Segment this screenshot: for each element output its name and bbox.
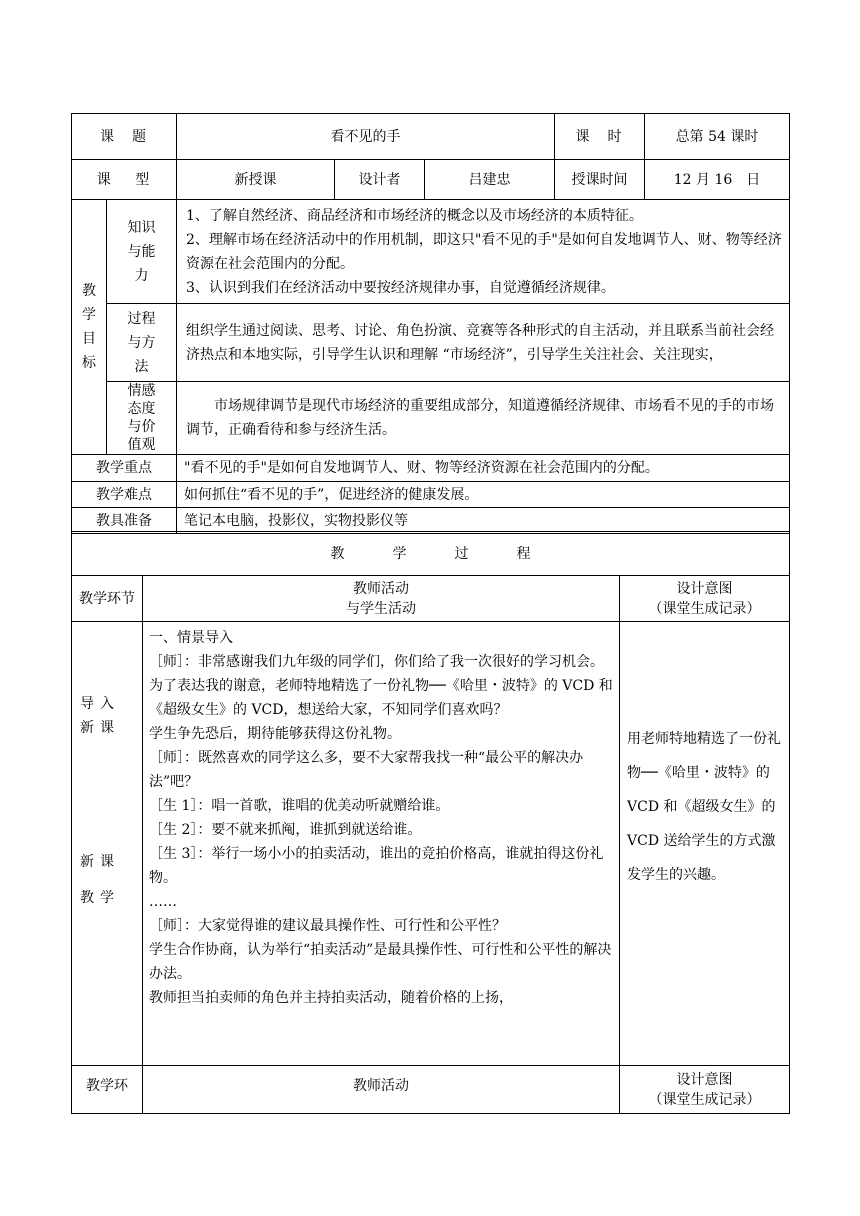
objective-label-emotion-text: 情感态度与价值观 [127, 383, 156, 453]
activity-line-5: ［生 1］：唱一首歌，谁唱的优美动听就赠给谁。 [149, 798, 450, 814]
objective-label-knowledge [107, 200, 177, 304]
process-title-char-4: 程 [516, 545, 531, 562]
period-value: 总第 54 课时 [645, 114, 790, 160]
teaching-process-table [71, 531, 790, 1114]
activity-line-8: …… [149, 894, 177, 910]
type-label: 课 型 [72, 160, 177, 200]
date-value: 12 月 16 日 [645, 160, 790, 200]
objectives-group-text: 教学目标 [82, 283, 96, 371]
activity-line-11: 教师担当拍卖师的角色并主持拍卖活动，随着价格的上扬， [149, 990, 513, 1006]
tools-label: 教具准备 [72, 508, 177, 534]
col-activity-header [143, 576, 620, 622]
designer-label: 设计者 [335, 160, 425, 200]
footer-design-line-1: 设计意图 [676, 1071, 733, 1088]
process-title-char-3: 过 [454, 545, 469, 562]
focus-value: "看不见的手"是如何自发地调节人、财、物等经济资源在社会范围内的分配。 [177, 455, 790, 482]
period-label: 课 时 [555, 114, 645, 160]
objective-emotion-line-1: 市场规律调节是现代市场经济的重要组成部分，知道遵循经济规律、市场看不见的手的市场调节，正确看待和参与经济生活。 [186, 398, 774, 438]
col-activity-line-1: 教师活动 [353, 580, 409, 597]
activity-line-3: 学生争先恐后，期待能够获得这份礼物。 [149, 726, 401, 742]
objective-knowledge-line-1: 1、了解自然经济、商品经济和市场经济的概念以及市场经济的本质特征。 [186, 207, 643, 224]
tools-value: 笔记本电脑，投影仪，实物投影仪等 [177, 508, 790, 534]
objective-process-content [177, 304, 790, 382]
objective-label-process-text: 过程与方法 [127, 310, 156, 375]
footer-stage-header: 教学环 [72, 1066, 143, 1114]
objective-knowledge-line-3: 3、认识到我们在经济活动中要按经济规律办事，自觉遵循经济规律。 [186, 279, 615, 296]
col-design-header [620, 576, 790, 622]
col-stage-header [72, 576, 143, 622]
footer-activity-header: 教师活动 [143, 1066, 620, 1114]
topic-label: 课 题 [72, 114, 177, 160]
objectives-group-label [72, 200, 107, 455]
focus-label: 教学重点 [72, 455, 177, 482]
activity-line-6: ［生 2］：要不就来抓阄，谁抓到就送给谁。 [149, 822, 422, 838]
process-title [72, 532, 790, 576]
col-design-line-1: 设计意图 [676, 580, 733, 597]
objective-label-process [107, 304, 177, 382]
topic-value: 看不见的手 [177, 114, 555, 160]
activity-line-2: ［师］：非常感谢我们九年级的同学们，你们给了我一次很好的学习机会。为了表达我的谢意，老师特地精选了一份礼物──《哈里・波特》的 VCD 和《超级女生》的 VCD，想送给大家，不知同学们喜欢吗？ [149, 654, 613, 718]
stage-intro: 导入新课 [80, 696, 120, 736]
activity-line-7: ［生 3］：举行一场小小的拍卖活动，谁出的竞拍价格高，谁就拍得这份礼物。 [149, 846, 604, 886]
objective-emotion-content [177, 382, 790, 455]
objective-process-line-1: 组织学生通过阅读、思考、讨论、角色扮演、竞赛等各种形式的自主活动，并且联系当前社会经济热点和本地实际，引导学生认识和理解 “市场经济”，引导学生关注社会、关注现实， [186, 322, 774, 363]
footer-design-header [620, 1066, 790, 1114]
stage-column [72, 622, 143, 1066]
activity-line-10: 学生合作协商，认为举行“拍卖活动”是最具操作性、可行性和公平性的解决办法。 [149, 942, 612, 982]
activity-line-4: ［师］：既然喜欢的同学这么多，要不大家帮我找一种“最公平的解决办法”吧？ [149, 750, 584, 790]
type-value: 新授课 [177, 160, 335, 200]
designer-value: 吕建忠 [425, 160, 555, 200]
objective-knowledge-line-2: 2、理解市场在经济活动中的作用机制，即这只"看不见的手"是如何自发地调节人、财、物等经济资源在社会范围内的分配。 [186, 231, 782, 272]
difficulty-value: 如何抓住“看不见的手”，促进经济的健康发展。 [177, 482, 790, 508]
process-title-char-1: 教 [330, 545, 345, 562]
lesson-plan-header-table [71, 113, 790, 534]
col-stage-text: 教学环节 [79, 590, 135, 607]
activity-content [143, 622, 620, 1066]
difficulty-label: 教学难点 [72, 482, 177, 508]
process-title-char-2: 学 [392, 545, 407, 562]
activity-line-9: ［师］：大家觉得谁的建议最具操作性、可行性和公平性？ [149, 918, 506, 934]
objective-label-knowledge-text: 知识与能力 [127, 219, 156, 284]
date-label: 授课时间 [555, 160, 645, 200]
col-design-line-2: （课堂生成记录） [648, 600, 761, 617]
objective-knowledge-content [177, 200, 790, 304]
stage-new-lesson: 新课教学 [80, 854, 120, 906]
design-note-cell [620, 622, 790, 1066]
col-activity-line-2: 与学生活动 [346, 600, 416, 617]
design-note: 用老师特地精选了一份礼物──《哈里・波特》的 VCD 和《超级女生》的 VCD 送给学生的方式激发学生的兴趣。 [627, 731, 781, 883]
activity-line-1: 一、情景导入 [149, 630, 233, 646]
footer-design-line-2: （课堂生成记录） [648, 1091, 761, 1108]
objective-label-emotion [107, 382, 177, 455]
